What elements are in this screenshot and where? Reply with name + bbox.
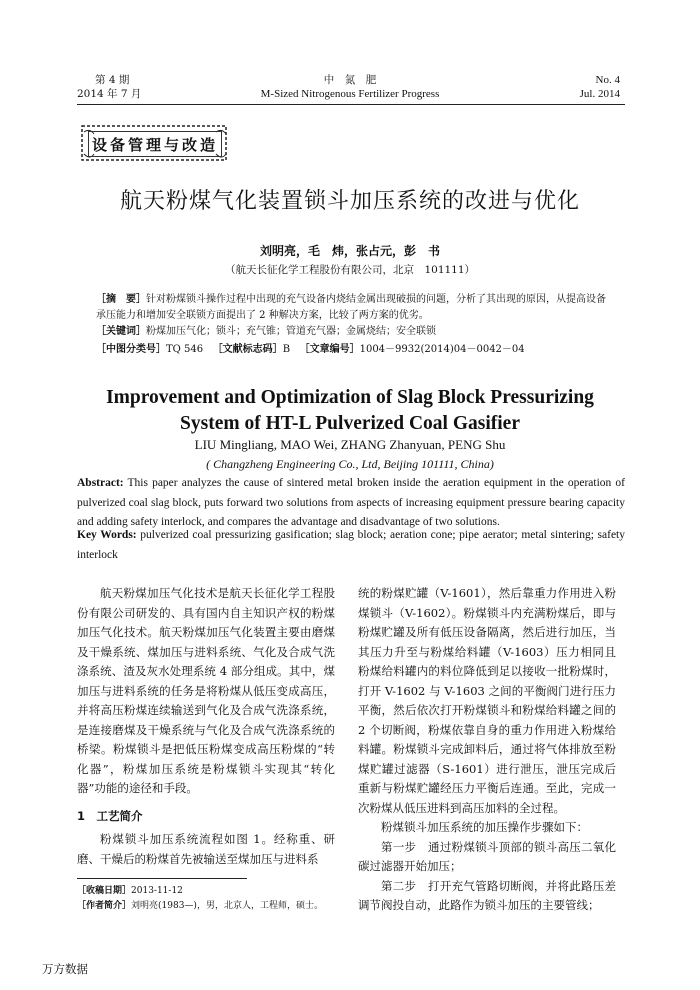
- abstract-en-text: This paper analyzes the cause of sintered metal broken inside the aeration equipment in the operation of pulverized coal slag block, puts forward two solutions from aspects of increasing equipment pressure bearing capacity and adding safety interlock, and compares the advantage and disadvantage of two solutions.: [77, 477, 625, 528]
- source-watermark: 万方数据: [42, 962, 88, 976]
- body-paragraph: 第二步 打开充气管路切断阀，并将此路压差调节阀投自动，此路作为锁斗加压的主要管线；: [358, 878, 616, 912]
- keywords-cn: [96, 324, 606, 340]
- body-paragraph: 粉煤锁斗加压系统的加压操作步骤如下：: [381, 820, 588, 834]
- footnote-received: [77, 884, 337, 899]
- doc-code-label: ［文献标志码］: [212, 344, 283, 355]
- body-paragraph: 航天粉煤加压气化技术是航天长征化学工程股份有限公司研发的、具有国内自主知识产权的粉煤加压气化技术。航天粉煤加压气化装置主要由磨煤及干燥系统、煤加压与进料系统、气化及合成气洗涤系统、渣及灰水处理系统 4 部分组成。其中，煤加压与进料系统的任务是将粉煤从低压变成高压，并将高压粉煤连续输送到气化及合成气洗涤系统，是连接磨煤及干燥系统与气化及合成气洗涤系统的桥梁。粉煤锁斗是把低压粉煤变成高压粉煤的“转化器”，粉煤加压系统是粉煤锁斗实现其“转化器”功能的途径和手段。: [77, 586, 335, 795]
- abstract-cn-label: ［摘 要］: [96, 294, 146, 305]
- keywords-en: [77, 526, 625, 565]
- body-paragraph: 第一步 通过粉煤锁斗顶部的锁斗高压二氧化碳过滤器开始加压；: [358, 839, 616, 873]
- author-bio-value: 刘明亮(1983—)，男，北京人，工程师，硕士。: [131, 901, 323, 911]
- authors-cn: 刘明亮，毛 炜，张占元，彭 书: [259, 244, 440, 258]
- author-bio-label: ［作者简介］: [77, 901, 132, 911]
- date-cn: 2014 年 7 月: [77, 88, 142, 100]
- journal-name-cn: 中 氮 肥: [323, 74, 377, 86]
- issue-cn: 第 4 期: [95, 74, 130, 86]
- received-value: 2013-11-12: [131, 886, 183, 896]
- date-en: Jul. 2014: [579, 88, 620, 100]
- abstract-en: [77, 474, 625, 533]
- classification-line: [96, 342, 606, 358]
- affiliation-en: ( Changzheng Engineering Co., Ltd, Beijing 101111, China): [206, 457, 494, 471]
- journal-name-en: M-Sized Nitrogenous Fertilizer Progress: [260, 88, 440, 100]
- received-label: ［收稿日期］: [77, 886, 132, 896]
- clc-value: TQ 546: [166, 344, 204, 355]
- keywords-en-text: pulverized coal pressurizing gasification; slag block; aeration cone; pipe aerator; metal sintering; safety interlock: [77, 529, 626, 561]
- abstract-cn: [96, 292, 606, 324]
- article-id-label: ［文章编号］: [299, 344, 360, 355]
- issue-en: No. 4: [595, 74, 620, 86]
- clc-label: ［中图分类号］: [96, 344, 166, 355]
- keywords-cn-label: ［关键词］: [96, 326, 146, 337]
- title-cn: 航天粉煤气化装置锁斗加压系统的改进与优化: [119, 189, 580, 214]
- article-id-value: 1004－9932(2014)04－0042－04: [359, 344, 525, 355]
- title-en: Improvement and Optimization of Slag Block Pressurizing System of HT-L Pulverized Coal Gasifier: [106, 387, 594, 434]
- footnote-rule: [77, 878, 247, 879]
- footnote-author: [77, 899, 337, 914]
- column-stamp: [80, 124, 230, 164]
- header-issue-date-en: [580, 73, 620, 101]
- body-column-left: [77, 584, 335, 869]
- keywords-en-label: Key Words:: [77, 529, 137, 541]
- body-column-right: [358, 584, 616, 916]
- keywords-cn-text: 粉煤加压气化；锁斗；充气锥；管道充气器；金属烧结；安全联锁: [146, 326, 436, 337]
- section-heading: 1 工艺简介: [77, 808, 143, 823]
- stamp-label: 设备管理与改造: [88, 131, 222, 157]
- abstract-cn-text: 针对粉煤锁斗操作过程中出现的充气设备内烧结金属出现破损的问题，分析了其出现的原因，从提高设备承压能力和增加安全联锁方面提出了 2 种解决方案，比较了两方案的优劣。: [96, 294, 606, 321]
- authors-en: LIU Mingliang, MAO Wei, ZHANG Zhanyuan, PENG Shu: [194, 437, 506, 452]
- body-paragraph: 粉煤锁斗加压系统流程如图 1。经称重、研磨、干燥后的粉煤首先被输送至煤加压与进料系: [77, 832, 335, 866]
- abstract-en-label: Abstract:: [77, 477, 124, 489]
- doc-code-value: B: [282, 344, 291, 355]
- affiliation-cn: （航天长征化学工程股份有限公司，北京 101111）: [224, 264, 476, 276]
- body-paragraph: 统的粉煤贮罐（V-1601），然后靠重力作用进入粉煤锁斗（V-1602）。粉煤锁斗内充满粉煤后，即与粉煤贮罐及所有低压设备隔离，然后进行加压，当其压力升至与粉煤给料罐（V-1603）压力相同且粉煤给料罐内的料位降低到足以接收一批粉煤时，打开 V-1602 与 V-1603 之间的平衡阀门进行压力平衡，然后依次打开粉煤锁斗和粉煤给料罐之间的 2 个切断阀，粉煤依靠自身的重力作用进入粉煤给料罐。粉煤锁斗完成卸料后，通过将气体排放至粉煤贮罐过滤器（S-1601）进行泄压，泄压完成后重新与粉煤贮罐经压力平衡后连通。至此，完成一次粉煤从低压进料到高压加料的全过程。: [358, 586, 616, 815]
- header-rule: [77, 104, 625, 105]
